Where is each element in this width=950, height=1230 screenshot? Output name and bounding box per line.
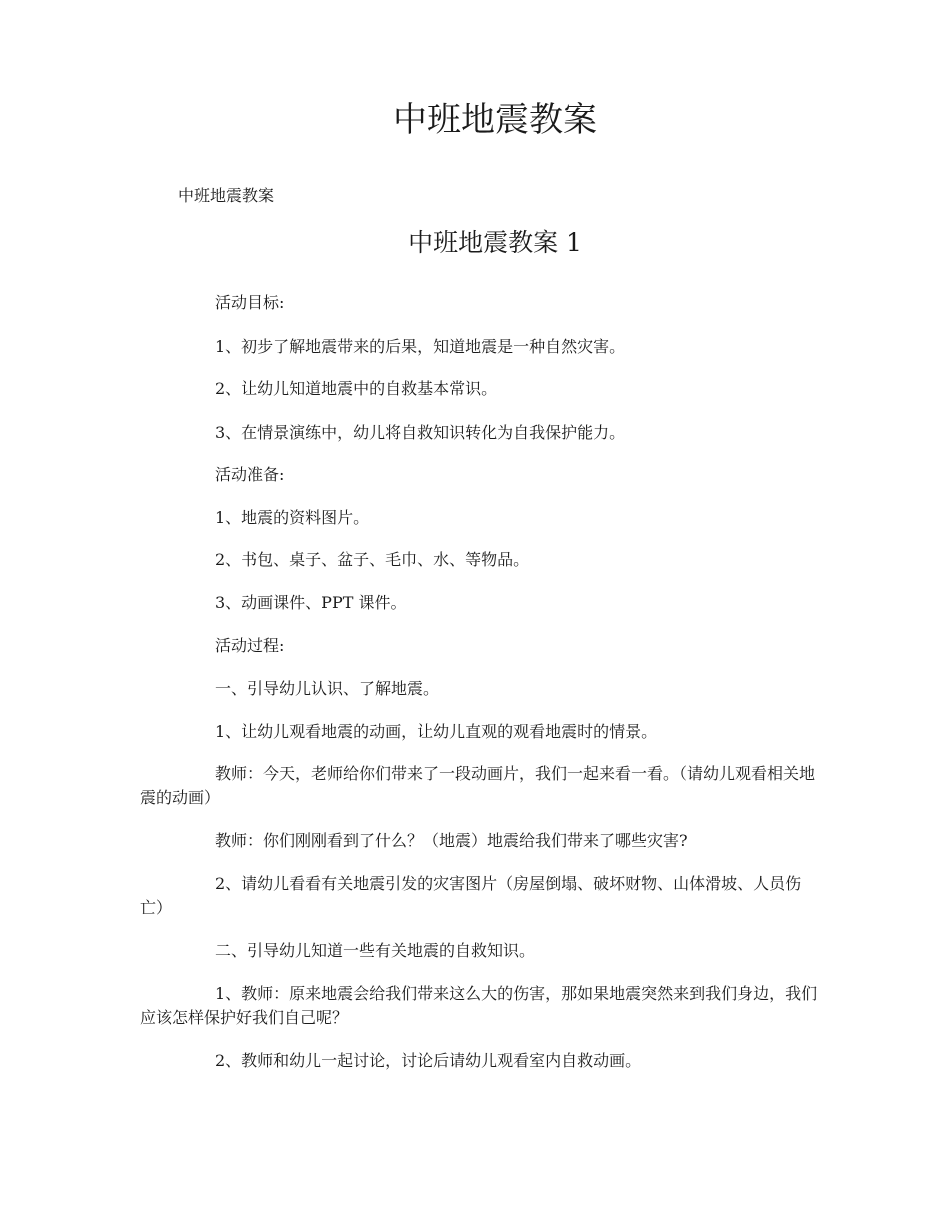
paragraph-preparation-2: 2、书包、桌子、盆子、毛巾、水、等物品。 — [215, 550, 530, 569]
paragraph-goal-3: 3、在情景演练中，幼儿将自救知识转化为自我保护能力。 — [215, 423, 626, 442]
paragraph-goal-1: 1、初步了解地震带来的后果，知道地震是一种自然灾害。 — [215, 337, 626, 356]
paragraph-process-item-2: 2、请幼儿看看有关地震引发的灾害图片（房屋倒塌、破坏财物、山体滑坡、人员伤亡） — [140, 874, 802, 917]
paragraph-goal-2: 2、让幼儿知道地震中的自救基本常识。 — [215, 379, 498, 398]
section-title: 中班地震教案 1 — [408, 228, 582, 257]
paragraph-process-step-2: 二、引导幼儿知道一些有关地震的自救知识。 — [215, 941, 536, 960]
document-subheading: 中班地震教案 — [178, 186, 275, 205]
paragraph-preparation-3: 3、动画课件、PPT 课件。 — [215, 593, 407, 612]
paragraph-preparation-heading: 活动准备: — [215, 465, 285, 484]
paragraph-preparation-1: 1、地震的资料图片。 — [215, 508, 370, 527]
paragraph-teacher-2: 教师：你们刚刚看到了什么？（地震）地震给我们带来了哪些灾害? — [215, 831, 688, 850]
paragraph-activity-goals-heading: 活动目标: — [215, 293, 285, 312]
paragraph-process-step-1: 一、引导幼儿认识、了解地震。 — [215, 679, 440, 698]
paragraph-process-heading: 活动过程: — [215, 636, 285, 655]
paragraph-teacher-1: 教师：今天，老师给你们带来了一段动画片，我们一起来看一看。（请幼儿观看相关地震的动画） — [140, 764, 816, 807]
paragraph-step2-item-1: 1、教师：原来地震会给我们带来这么大的伤害，那如果地震突然来到我们身边，我们应该怎样保护好我们自己呢？ — [140, 984, 818, 1027]
paragraph-step2-item-2: 2、教师和幼儿一起讨论，讨论后请幼儿观看室内自救动画。 — [215, 1051, 642, 1070]
document-title: 中班地震教案 — [393, 100, 597, 140]
paragraph-process-item-1: 1、让幼儿观看地震的动画，让幼儿直观的观看地震时的情景。 — [215, 722, 658, 741]
